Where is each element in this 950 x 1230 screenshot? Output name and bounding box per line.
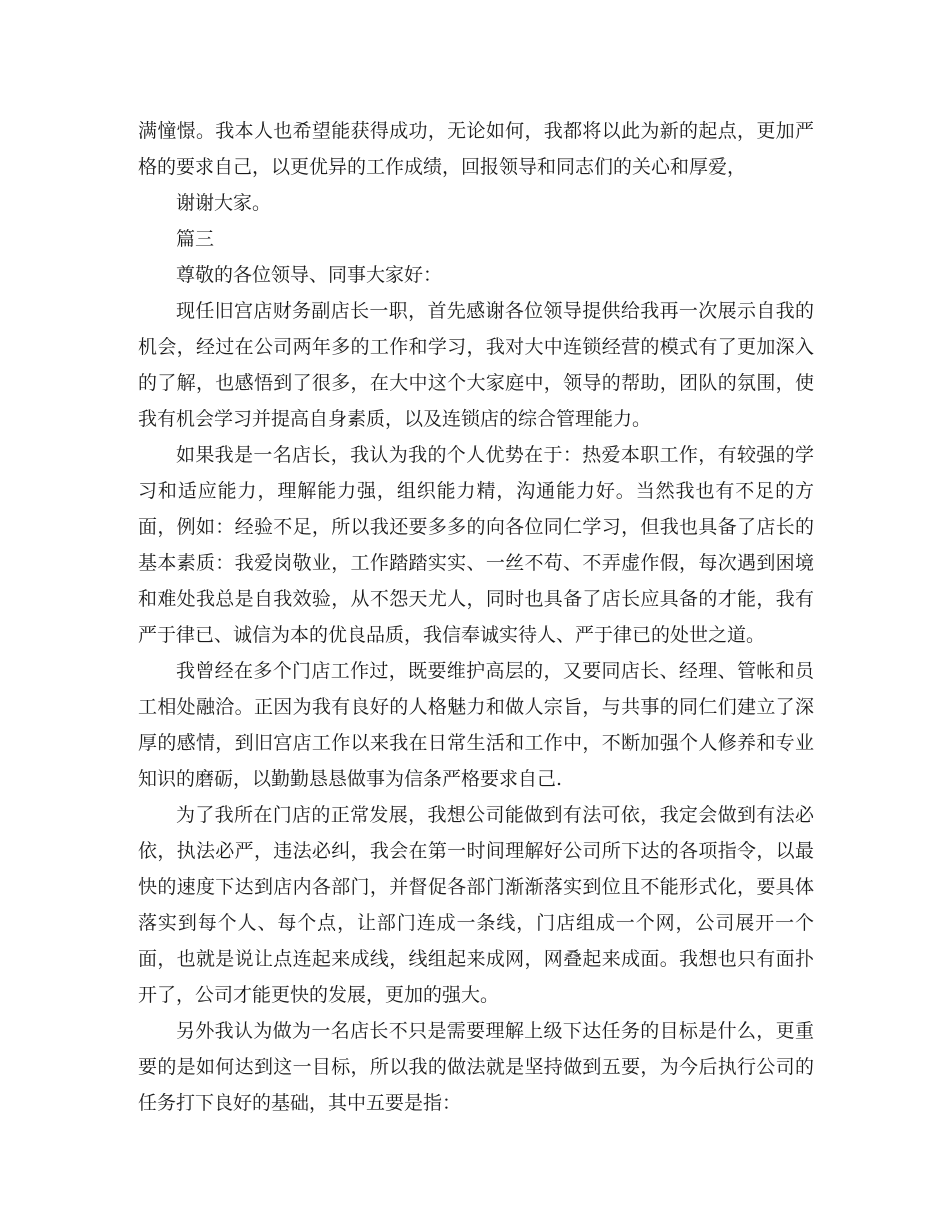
paragraph-introduction: 现任旧宫店财务副店长一职，首先感谢各位领导提供给我再一次展示自我的机会，经过在公司两年多的工作和学习，我对大中连锁经营的模式有了更加深入的了解，也感悟到了很多，在大中这个大家庭中，领导的帮助，团队的氛围，使我有机会学习并提高自身素质，以及连锁店的综合管理能力。 xyxy=(138,300,814,430)
paragraph-five-requirements: 另外我认为做为一名店长不只是需要理解上级下达任务的目标是什么，更重要的是如何达到这一目标，所以我的做法就是坚持做到五要，为今后执行公司的任务打下良好的基础，其中五要是指： xyxy=(138,1020,814,1114)
section-heading: 篇三 xyxy=(176,228,215,250)
paragraph-strengths: 如果我是一名店长，我认为我的个人优势在于：热爱本职工作，有较强的学习和适应能力，理解能力强，组织能力精，沟通能力好。当然我也有不足的方面，例如：经验不足，所以我还要多多的向各位同仁学习，但我也具备了店长的基本素质：我爱岗敬业，工作踏踏实实、一丝不苟、不弄虚作假，每次遇到困境和难处我总是自我效验，从不怨天尤人，同时也具备了店长应具备的才能，我有严于律已、诚信为本的优良品质，我信奉诚实待人、严于律已的处世之道。 xyxy=(138,444,814,646)
paragraph-execution: 为了我所在门店的正常发展，我想公司能做到有法可依，我定会做到有法必依，执法必严，违法必纠，我会在第一时间理解好公司所下达的各项指令，以最快的速度下达到店内各部门，并督促各部门渐渐落实到位且不能形式化，要具体落实到每个人、每个点，让部门连成一条线，门店组成一个网，公司展开一个面，也就是说让点连起来成线，线组起来成网，网叠起来成面。我想也只有面扑开了，公司才能更快的发展，更加的强大。 xyxy=(138,804,814,1006)
paragraph-thanks: 谢谢大家。 xyxy=(176,192,272,214)
paragraph-experience: 我曾经在多个门店工作过，既要维护高层的，又要同店长、经理、管帐和员工相处融洽。正因为我有良好的人格魅力和做人宗旨，与共事的同仁们建立了深厚的感情，到旧宫店工作以来我在日常生活和工作中，不断加强个人修养和专业知识的磨砺，以勤勤恳恳做事为信条严格要求自己. xyxy=(138,660,814,790)
paragraph-salutation: 尊敬的各位领导、同事大家好： xyxy=(176,264,443,286)
document-body xyxy=(138,113,814,1121)
paragraph-closing-text: 满憧憬。我本人也希望能获得成功，无论如何，我都将以此为新的起点，更加严格的要求自己，以更优异的工作成绩，回报领导和同志们的关心和厚爱， xyxy=(138,120,814,178)
